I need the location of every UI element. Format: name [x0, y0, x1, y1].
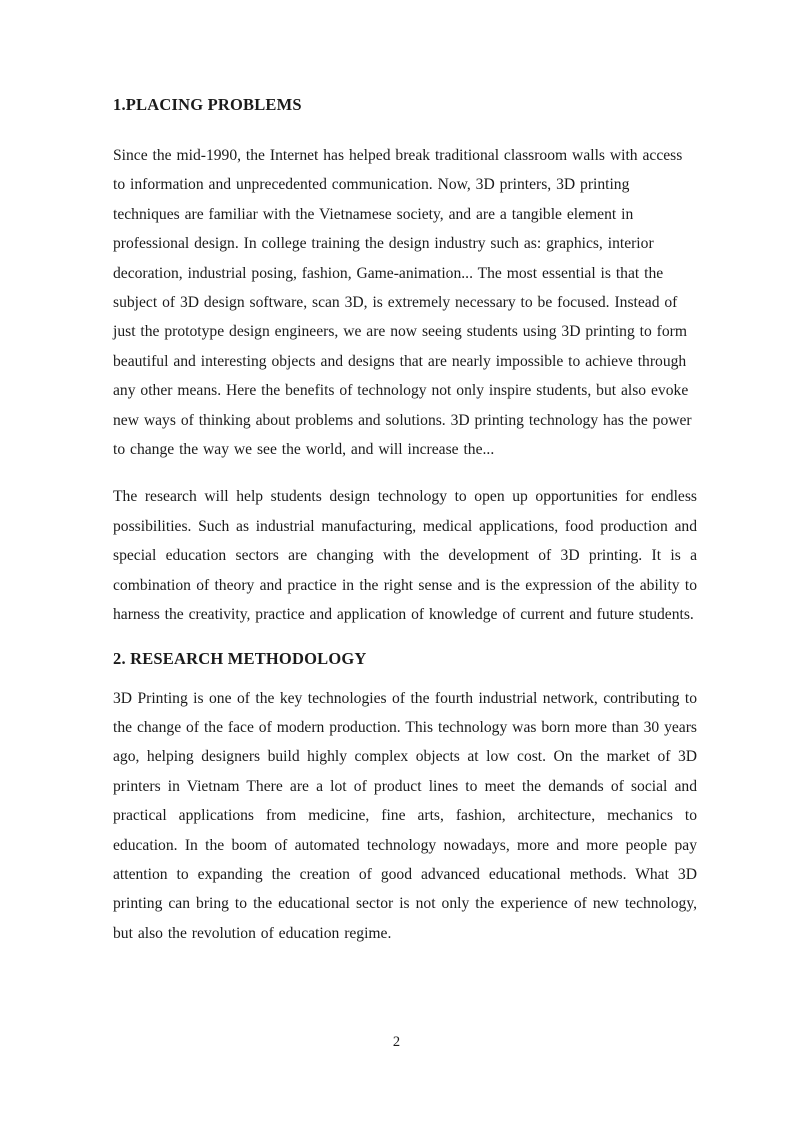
- paragraph: Since the mid-1990, the Internet has helped break traditional classroom walls with access to information and unprecedented communication. Now, 3D printers, 3D printing techniques are familiar with the Vietnamese society, and are a tangible element in professional design. In college training the design industry such as: graphics, interior decoration, industrial posing, fashion, Game-animation... The most essential is that the subject of 3D design software, scan 3D, is extremely necessary to be focused. Instead of just the prototype design engineers, we are now seeing students using 3D printing to form beautiful and interesting objects and designs that are nearly impossible to achieve through any other means. Here the benefits of technology not only inspire students, but also evoke new ways of thinking about problems and solutions. 3D printing technology has the power to change the way we see the world, and will increase the...: [113, 147, 692, 459]
- section-heading-research-methodology: 2. RESEARCH METHODOLOGY: [113, 648, 367, 668]
- paragraph: 3D Printing is one of the key technologies of the fourth industrial network, contributing to the change of the face of modern production. This technology was born more than 30 years ago, helping designers build highly complex objects at low cost. On the market of 3D printers in Vietnam There are a lot of product lines to meet the demands of social and practical applications from medicine, fine arts, fashion, architecture, mechanics to education. In the boom of automated technology nowadays, more and more people pay attention to expanding the creation of good advanced educational methods. What 3D printing can bring to the educational sector is not only the experience of new technology, but also the revolution of education regime.: [113, 689, 697, 942]
- section-heading-placing-problems: 1.PLACING PROBLEMS: [113, 95, 302, 114]
- paragraph: The research will help students design technology to open up opportunities for endless possibilities. Such as industrial manufacturing, medical applications, food production and special education sectors are changing with the development of 3D printing. It is a combination of theory and practice in the right sense and is the expression of the ability to harness the creativity, practice and application of knowledge of current and future students.: [113, 488, 697, 624]
- page-number: 2: [392, 1034, 401, 1050]
- document-body: [113, 94, 697, 966]
